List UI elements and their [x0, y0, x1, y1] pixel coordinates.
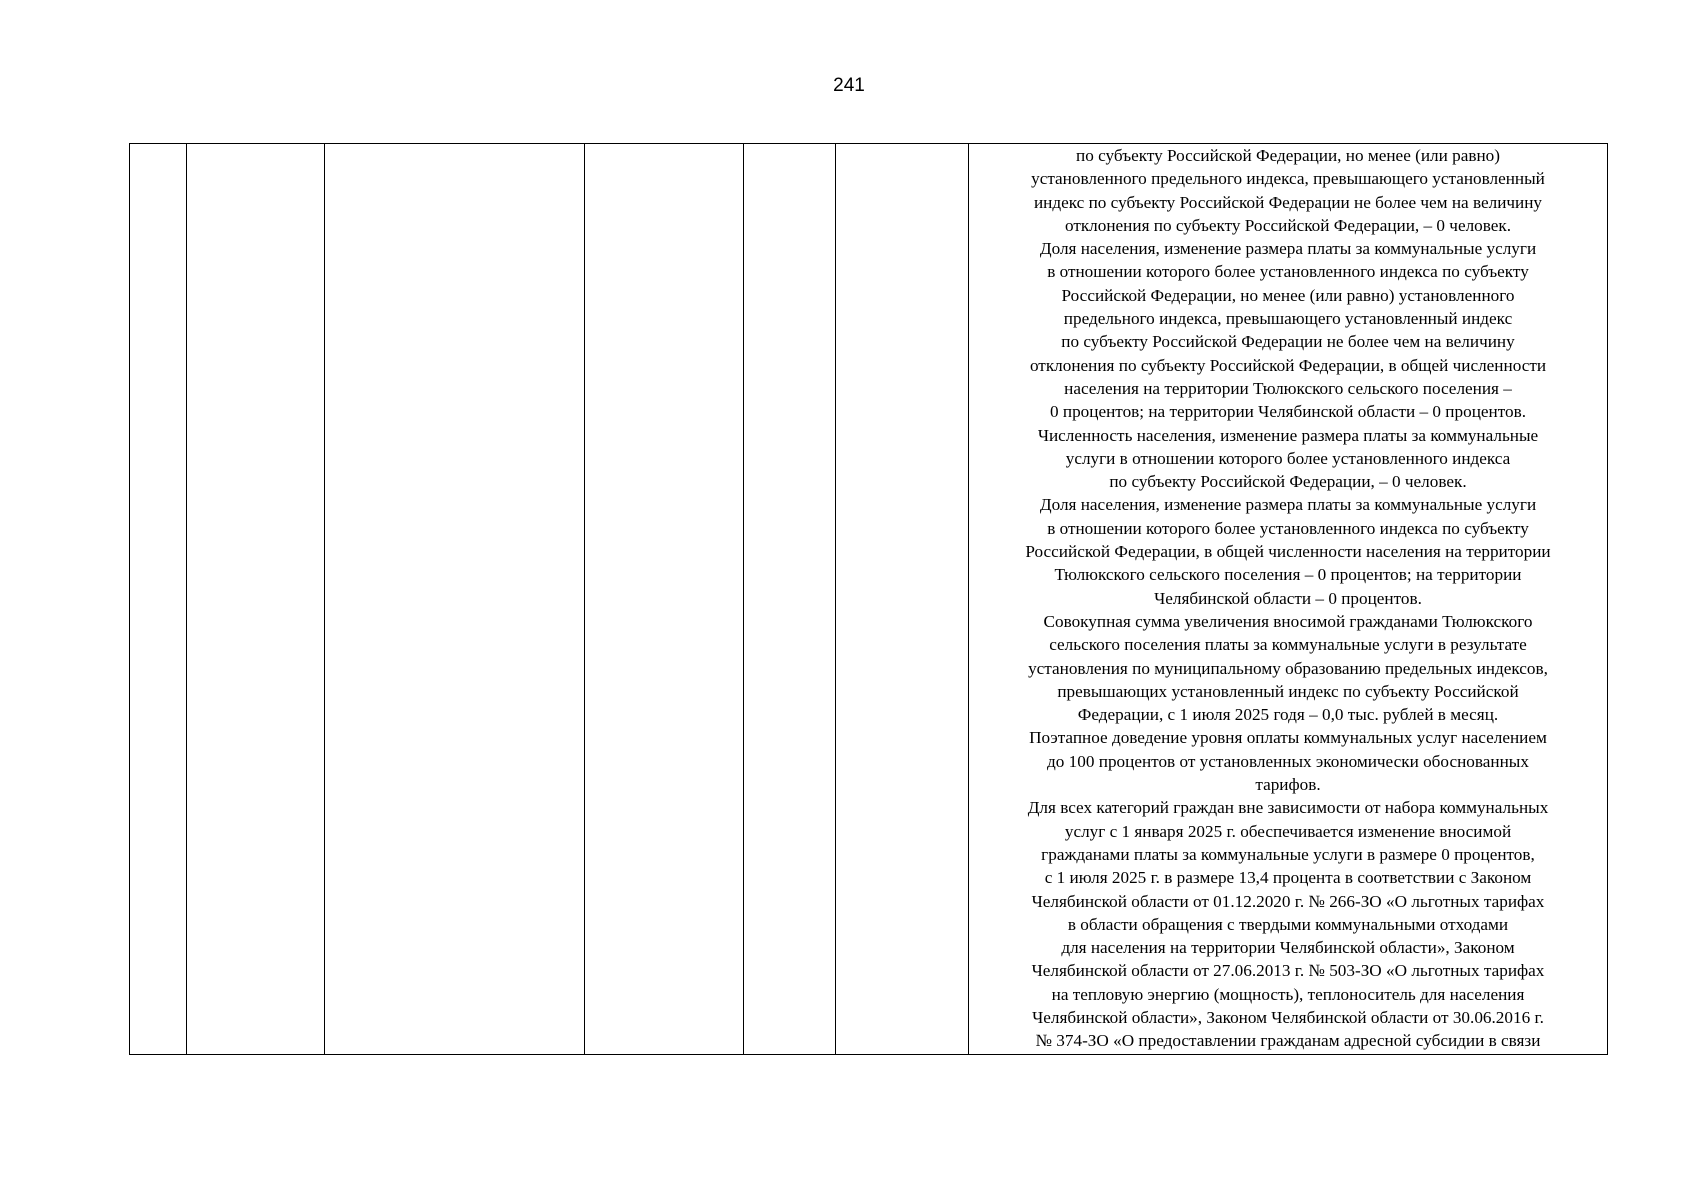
text-line: по субъекту Российской Федерации, но менее (или равно)	[1076, 146, 1500, 165]
table-cell-description	[969, 144, 1608, 1055]
text-line: индекс по субъекту Российской Федерации не более чем на величину	[1033, 192, 1543, 212]
text-line: Численность населения, изменение размера платы за коммунальные	[1037, 425, 1539, 445]
text-line: услуги в отношении которого более установленного индекса	[1065, 448, 1511, 468]
text-line: установленного предельного индекса, превышающего установленный	[1031, 169, 1545, 189]
table-cell-col4	[585, 144, 744, 1055]
text-line: Доля населения, изменение размера платы за коммунальные услуги	[1039, 239, 1537, 259]
text-line: услуг с 1 января 2025 г. обеспечивается изменение вносимой	[1064, 821, 1512, 841]
text-line: населения на территории Тюлюкского сельского поселения –	[1064, 378, 1512, 398]
text-line: Челябинской области от 01.12.2020 г. № 266-ЗО «О льготных тарифах	[1031, 891, 1545, 911]
text-line: превышающих установленный индекс по субъекту Российской	[1057, 681, 1519, 701]
table-cell-col5	[744, 144, 836, 1055]
text-line: по субъекту Российской Федерации, – 0 человек.	[1109, 472, 1467, 492]
text-line: в отношении которого более установленного индекса по субъекту	[1047, 262, 1529, 282]
text-line: гражданами платы за коммунальные услуги в размере 0 процентов,	[1041, 844, 1535, 864]
text-line: Челябинской области», Законом Челябинской области от 30.06.2016 г.	[1032, 1007, 1544, 1027]
table-row	[130, 144, 1608, 1055]
text-line: Доля населения, изменение размера платы за коммунальные услуги	[1039, 495, 1537, 515]
text-line: по субъекту Российской Федерации не более чем на величину	[1061, 332, 1515, 352]
text-line: Тюлюкского сельского поселения – 0 процентов; на территории	[1054, 565, 1522, 585]
text-line: Российской Федерации, в общей численности населения на территории	[1025, 542, 1551, 562]
page-number: 241	[833, 75, 865, 96]
text-line: предельного индекса, превышающего установленный индекс	[1063, 309, 1513, 329]
text-line: до 100 процентов от установленных экономически обоснованных	[1047, 751, 1529, 771]
text-line: отклонения по субъекту Российской Федерации, – 0 человек.	[1064, 215, 1512, 235]
text-line: в области обращения с твердыми коммунальными отходами	[1067, 914, 1509, 934]
text-line: Челябинской области от 27.06.2013 г. № 503-ЗО «О льготных тарифах	[1031, 961, 1545, 981]
text-line: Совокупная сумма увеличения вносимой гражданами Тюлюкского	[1043, 611, 1533, 631]
text-line: на тепловую энергию (мощность), теплоноситель для населения	[1051, 984, 1525, 1004]
text-line: 0 процентов; на территории Челябинской области – 0 процентов.	[1049, 402, 1527, 422]
table-cell-col6	[836, 144, 969, 1055]
text-line: установления по муниципальному образованию предельных индексов,	[1028, 658, 1548, 678]
text-line: тарифов.	[1255, 775, 1321, 795]
text-line: для населения на территории Челябинской области», Законом	[1061, 938, 1515, 958]
text-line: Федерации, с 1 июля 2025 годя – 0,0 тыс. рублей в месяц.	[1077, 705, 1499, 725]
text-line: сельского поселения платы за коммунальные услуги в результате	[1049, 635, 1527, 655]
table-cell-col2	[187, 144, 325, 1055]
text-line: Челябинской области – 0 процентов.	[1154, 588, 1422, 608]
table-cell-col3	[325, 144, 585, 1055]
text-line: Российской Федерации, но менее (или равно) установленного	[1061, 285, 1515, 305]
text-line: с 1 июля 2025 г. в размере 13,4 процента в соответствии с Законом	[1044, 868, 1532, 888]
table-cell-col1	[130, 144, 187, 1055]
text-line: Поэтапное доведение уровня оплаты коммунальных услуг населением	[1029, 728, 1547, 748]
document-table	[129, 143, 1608, 1055]
text-line: отклонения по субъекту Российской Федерации, в общей численности	[1029, 355, 1547, 375]
text-line: в отношении которого более установленного индекса по субъекту	[1047, 518, 1529, 538]
text-line: № 374-ЗО «О предоставлении гражданам адресной субсидии в связи	[1035, 1031, 1541, 1051]
text-line: Для всех категорий граждан вне зависимости от набора коммунальных	[1027, 798, 1549, 818]
